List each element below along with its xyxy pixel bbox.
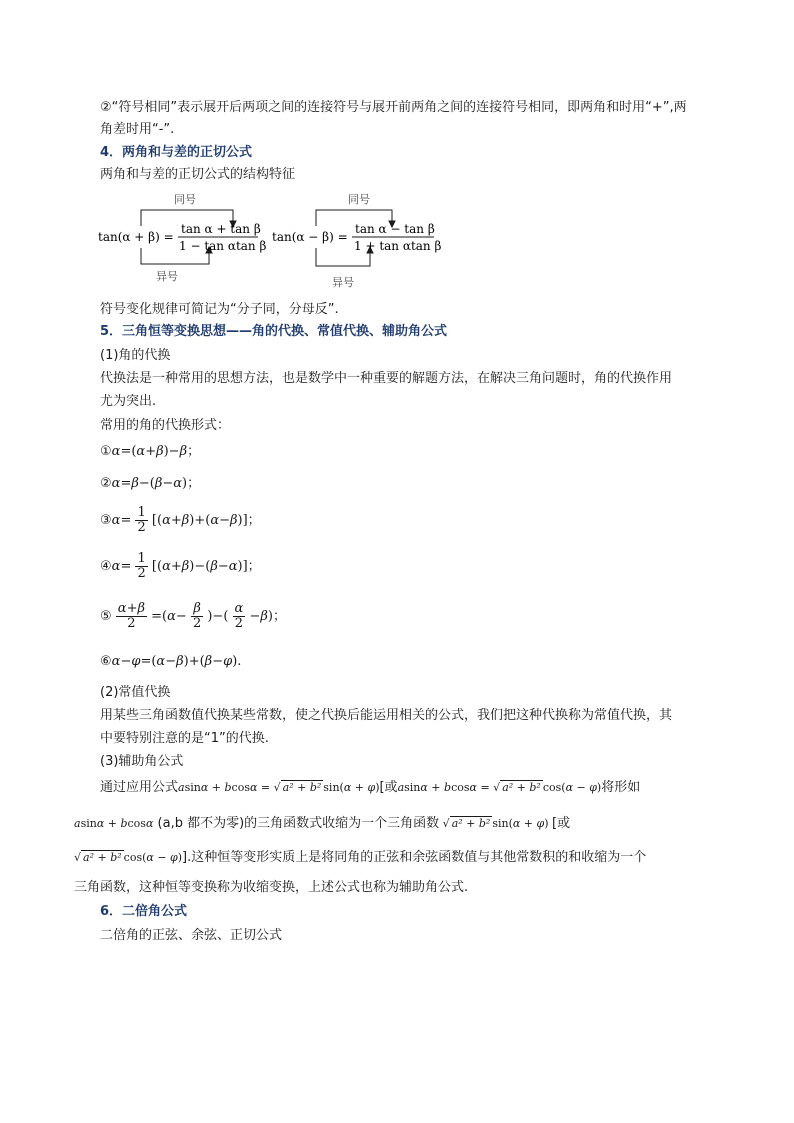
paragraph-sign-same: ②“符号相同”表示展开后两项之间的连接符号与展开前两角之间的连接符号相同，即两角和时用“+”,两 — [100, 100, 687, 115]
auxiliary-formula-line-1: 通过应用公式asinα + bcosα = √ a² + b² sin(α + φ)[或asinα + bcosα = √ a² + b² cos(α − φ)将形如 — [100, 780, 641, 795]
tan-diff-numerator: tan α − tan β — [355, 222, 435, 236]
tan-sum-lhs: tan(α + β) = — [98, 230, 174, 244]
heading-trig-transform: 5．三角恒等变换思想——角的代换、常值代换、辅助角公式 — [100, 324, 448, 339]
paragraph-constant-substitution: 用某些三角函数值代换某些常数，使之代换后能运用相关的公式，我们把这种代换称为常值代换，其 — [100, 708, 673, 723]
formula-3: ③α= $\frac{1}{2}$ [(α+β)+(α−β)]； — [100, 505, 261, 535]
auxiliary-formula-line-3: √ a² + b² cos(α − φ)].这种恒等变形实质上是将同角的正弦和余弦函数值与其他常数积的和收缩为一个 — [74, 850, 647, 865]
diff-sign-label-left: 异号 — [156, 270, 178, 283]
tangent-structure-caption: 两角和与差的正切公式的结构特征 — [100, 167, 296, 182]
formula-5: ⑤ $\frac{\alpha+\beta}{2}$ =(α− $\frac{\beta}{2}$ )−( $\frac{\alpha}{2}$ −β)； — [100, 601, 286, 631]
tan-sum-numerator: tan α + tan β — [181, 222, 261, 236]
tangent-formula-diagram — [96, 188, 456, 292]
tan-diff-denominator: 1 + tan αtan β — [354, 239, 442, 253]
auxiliary-formula-line-2: asinα + bcosα (a,b 都不为零)的三角函数式收缩为一个三角函数 √ a² + b² sin(α + φ) [或 — [74, 816, 571, 831]
subheading-auxiliary-angle: (3)辅助角公式 — [100, 754, 184, 769]
auxiliary-angle-conclusion: 三角函数，这种恒等变换称为收缩变换，上述公式也称为辅助角公式. — [74, 880, 469, 895]
formula-6: ⑥α−φ=(α−β)+(β−φ). — [100, 654, 242, 669]
formula-1: ①α=(α+β)−β； — [100, 444, 201, 459]
tan-diff-lhs: tan(α − β) = — [272, 230, 348, 244]
formula-4: ④α= $\frac{1}{2}$ [(α+β)−(β−α)]； — [100, 551, 261, 581]
tan-sum-denominator: 1 − tan αtan β — [179, 239, 267, 253]
common-substitution-forms: 常用的角的代换形式： — [100, 418, 231, 433]
paragraph-angle-substitution-cont: 尤为突出. — [100, 394, 157, 409]
same-sign-label-left: 同号 — [174, 193, 196, 206]
paragraph-sign-same-cont: 角差时用“-”. — [100, 122, 175, 137]
subheading-angle-substitution: (1)角的代换 — [100, 348, 171, 363]
sign-rule-summary: 符号变化规律可简记为“分子同，分母反”. — [100, 302, 339, 317]
paragraph-angle-substitution: 代换法是一种常用的思想方法，也是数学中一种重要的解题方法，在解决三角问题时，角的代换作用 — [100, 371, 673, 386]
double-angle-caption: 二倍角的正弦、余弦、正切公式 — [100, 928, 283, 943]
subheading-constant-substitution: (2)常值代换 — [100, 685, 171, 700]
same-sign-label-right: 同号 — [348, 193, 370, 206]
heading-tangent-formula: 4．两角和与差的正切公式 — [100, 145, 253, 160]
heading-double-angle: 6．二倍角公式 — [100, 904, 188, 919]
diff-sign-label-right: 异号 — [332, 276, 354, 289]
formula-2: ②α=β−(β−α)； — [100, 476, 201, 491]
paragraph-constant-substitution-cont: 中要特别注意的是“1”的代换. — [100, 731, 269, 746]
